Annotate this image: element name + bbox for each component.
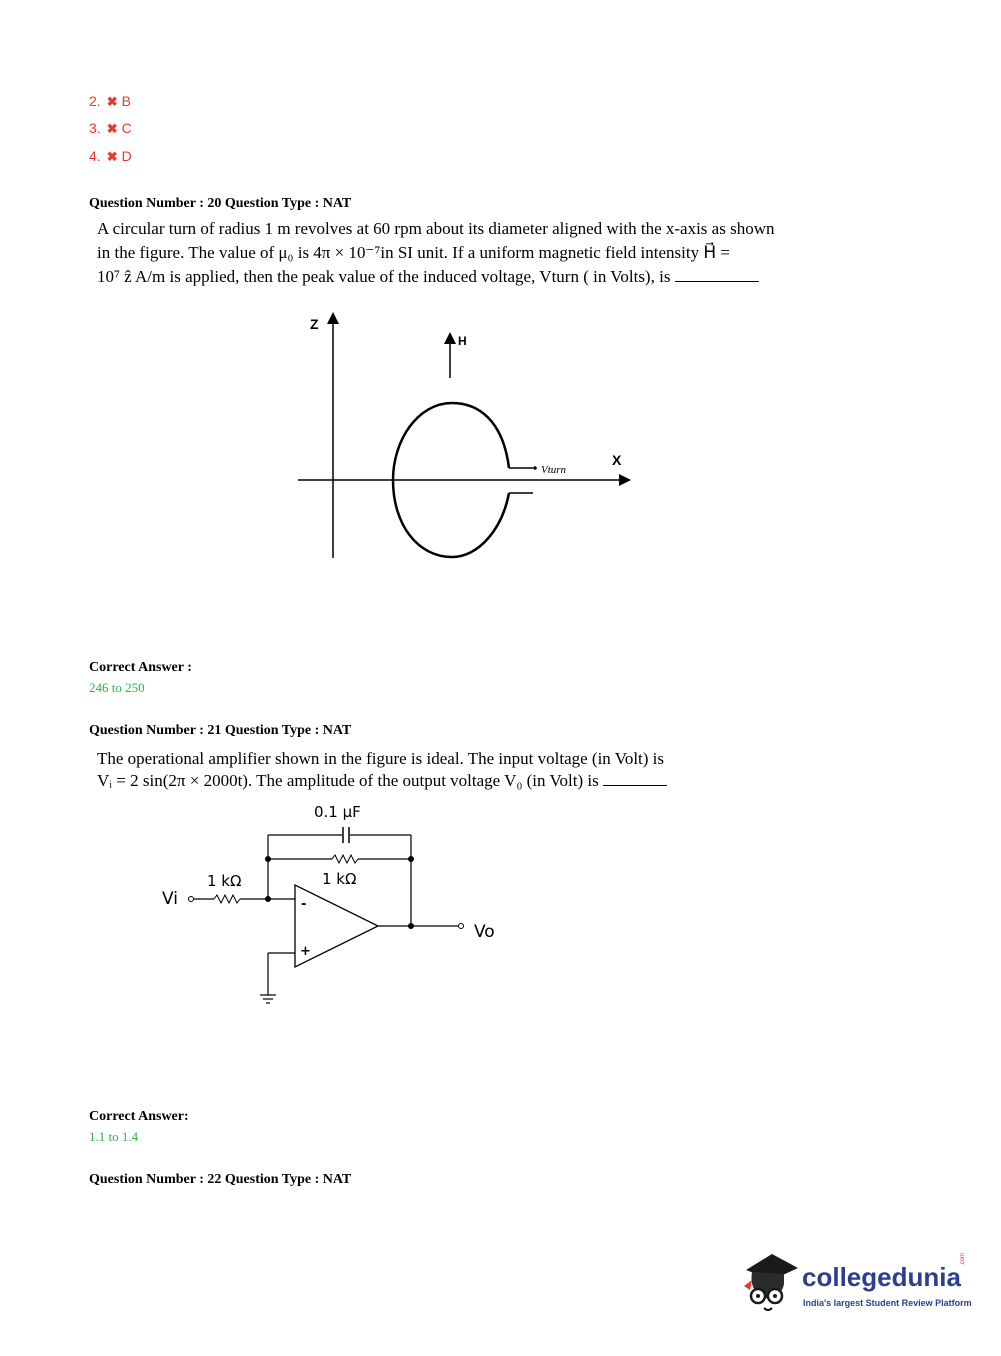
vi-label: Vi (162, 889, 178, 909)
option-number: 3. (89, 120, 101, 136)
r1-label: 1 kΩ (207, 872, 242, 890)
option-letter: B (121, 93, 131, 109)
question-20-answer-label: Correct Answer : (89, 660, 192, 675)
wrong-mark-icon: ✖ (106, 121, 118, 136)
brand-suffix: .com (960, 1252, 966, 1266)
option-d (89, 148, 132, 165)
mascot-icon (742, 1250, 800, 1314)
v-turn-label: Vturn (541, 464, 567, 476)
brand-name: collegedunia (802, 1262, 961, 1292)
wrong-mark-icon: ✖ (106, 94, 118, 109)
option-c (89, 120, 132, 137)
rf-label: 1 kΩ (322, 870, 357, 888)
option-letter: D (121, 148, 132, 164)
brand-tagline: India's largest Student Review Platform (803, 1298, 972, 1308)
minus-sign: - (301, 897, 307, 912)
option-number: 4. (89, 148, 101, 164)
question-21-header: Question Number : 21 Question Type : NAT (89, 723, 352, 738)
capacitor-label: 0.1 μF (314, 803, 361, 821)
option-number: 2. (89, 93, 101, 109)
answer-blank (603, 771, 667, 786)
wrong-mark-icon: ✖ (106, 149, 118, 164)
rotating-loop-figure (290, 305, 640, 575)
question-20-line-3: 10⁷ ẑ A/m is applied, then the peak value of the induced voltage, Vturn ( in Volts), is (97, 265, 774, 289)
question-21-line-1: The operational amplifier shown in the figure is ideal. The input voltage (in Volt) is (97, 749, 665, 768)
question-22-header: Question Number : 22 Question Type : NAT (89, 1172, 352, 1187)
vo-label: Vo (474, 922, 495, 942)
z-axis-label: Z (310, 316, 319, 332)
question-21-text (97, 748, 667, 792)
question-20-text (97, 217, 774, 289)
option-letter: C (121, 120, 132, 136)
question-20-line-2: in the figure. The value of μ₀ is 4π × 10⁻⁷in SI unit. If a uniform magnetic field intensity H⃗ = (97, 243, 730, 262)
terminal (533, 466, 537, 470)
question-20-line-1: A circular turn of radius 1 m revolves at 60 rpm about its diameter aligned with the x-axis as shown (97, 219, 775, 238)
question-20-answer: 246 to 250 (89, 680, 145, 695)
collegedunia-logo (742, 1250, 972, 1320)
option-b (89, 93, 131, 110)
junction-output (408, 923, 414, 929)
plus-sign: + (300, 944, 311, 959)
input-terminal (189, 897, 194, 902)
question-21-line-2: Vᵢ = 2 sin(2π × 2000t). The amplitude of the output voltage V₀ (in Volt) is (97, 770, 667, 792)
h-field-label: H (458, 334, 467, 348)
output-terminal (459, 924, 464, 929)
question-20-header: Question Number : 20 Question Type : NAT (89, 196, 352, 211)
junction-inverting (265, 896, 271, 902)
x-axis-label: X (612, 452, 622, 468)
answer-blank (675, 267, 759, 282)
question-21-answer-label: Correct Answer: (89, 1109, 189, 1124)
feedback-resistor (332, 855, 358, 863)
input-resistor (214, 895, 240, 903)
question-21-answer: 1.1 to 1.4 (89, 1129, 139, 1144)
op-amp-circuit-figure (150, 795, 510, 1015)
